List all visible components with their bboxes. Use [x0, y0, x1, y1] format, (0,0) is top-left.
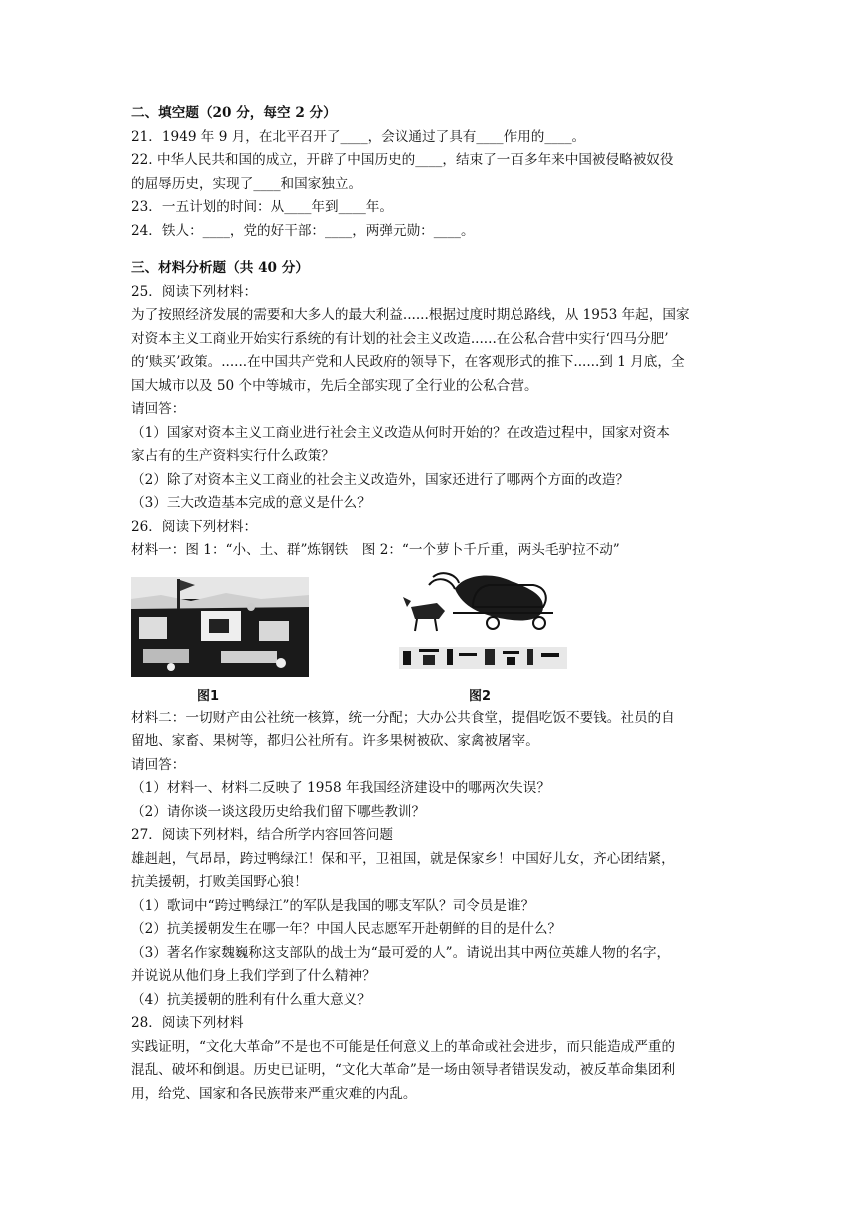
section-3-heading: 三、材料分析题（共 40 分） [131, 260, 309, 276]
question-26-material-2-line-2: 留地、家畜、果树等，都归公社所有。许多果树被砍、家禽被屠宰。 [131, 733, 539, 749]
question-26-ask: 请回答： [131, 756, 186, 773]
question-26-sub-2: （2）请你谈一谈这段历史给我们留下哪些教训？ [131, 803, 426, 820]
question-27-intro: 27．阅读下列材料，结合所学内容回答问题 [131, 827, 393, 843]
question-27-sub-4: （4）抗美援朝的胜利有什么重大意义？ [131, 991, 371, 1008]
question-25-sub-2: （2）除了对资本主义工商业的社会主义改造外，国家还进行了哪两个方面的改造？ [131, 471, 630, 488]
question-27-material-line: 抗美援朝，打败美国野心狼！ [131, 874, 308, 890]
question-27-sub-3-line-1: （3）著名作家魏巍称这支部队的战士为“最可爱的人”。请说出其中两位英雄人物的名字， [131, 944, 671, 961]
figure-row [131, 567, 731, 707]
question-27-sub-2: （2）抗美援朝发生在哪一年？中国人民志愿军开赴朝鲜的目的是什么？ [131, 921, 562, 937]
question-26-sub-1: （1）材料一、材料二反映了 1958 年我国经济建设中的哪两次失误？ [131, 780, 550, 796]
question-25-sub-1-line-2: 家占有的生产资料实行什么政策？ [131, 448, 335, 464]
radish-cart-drawing [393, 567, 573, 679]
figure-1-caption: 图1 [197, 688, 220, 704]
question-28-material-line: 实践证明，“文化大革命”不是也不可能是任何意义上的革命或社会进步，而只能造成严重的 [131, 1038, 676, 1055]
question-25-material-line: 国大城市以及 50 个中等城市，先后全部实现了全行业的公私合营。 [131, 377, 538, 394]
question-25-material-line: 的‘赎买’政策。......在中国共产党和人民政府的领导下，在客观形式的推下......到 1 月底，全 [131, 354, 685, 370]
question-25-sub-1-line-1: （1）国家对资本主义工商业进行社会主义改造从何时开始的？在改造过程中，国家对资本 [131, 424, 670, 441]
question-25-intro: 25．阅读下列材料： [131, 283, 258, 300]
question-22-line-2: 的屈辱历史，实现了____和国家独立。 [131, 175, 363, 192]
question-25-ask: 请回答： [131, 401, 186, 417]
question-26-material-2-line-1: 材料二：一切财产由公社统一核算，统一分配；大办公共食堂，提倡吃饭不要钱。社员的自 [131, 709, 675, 726]
question-28-material-line: 混乱、破坏和倒退。历史已证明，“文化大革命”是一场由领导者错误发动，被反革命集团利 [131, 1062, 676, 1078]
question-27-sub-1: （1）歌词中“跨过鸭绿江”的军队是我国的哪支军队？司令员是谁？ [131, 897, 535, 914]
question-25-material-line: 对资本主义工商业开始实行系统的有计划的社会主义改造......在公私合营中实行‘四马分肥’ [131, 330, 669, 347]
question-22-line-1: 22. 中华人民共和国的成立，开辟了中国历史的____，结束了一百多年来中国被侵略被奴役 [131, 152, 674, 168]
question-24: 24．铁人：____，党的好干部：____，两弹元勋：____。 [131, 222, 475, 239]
question-28-intro: 28．阅读下列材料 [131, 1015, 244, 1031]
question-25-material-line: 为了按照经济发展的需要和大多人的最大利益......根据过度时期总路线，从 1953 年起，国家 [131, 307, 690, 323]
question-25-sub-3: （3）三大改造基本完成的意义是什么？ [131, 495, 371, 511]
question-28-material-line: 用，给党、国家和各民族带来严重灾难的内乱。 [131, 1085, 417, 1102]
question-26-material-1: 材料一：图 1：“小、土、群”炼钢铁 图 2：“一个萝卜千斤重，两头毛驴拉不动” [131, 542, 620, 558]
figure-2-caption: 图2 [469, 688, 492, 704]
question-26-intro: 26．阅读下列材料： [131, 518, 258, 535]
question-27-material-line: 雄赳赳，气昂昂，跨过鸭绿江！保和平，卫祖国，就是保家乡！中国好儿女，齐心团结紧， [131, 850, 675, 867]
steelmaking-photo [131, 577, 309, 677]
question-23: 23．一五计划的时间：从____年到____年。 [131, 199, 393, 215]
question-27-sub-3-line-2: 并说说从他们身上我们学到了什么精神？ [131, 968, 376, 984]
section-2-heading: 二、填空题（20 分，每空 2 分） [131, 105, 337, 121]
question-21: 21．1949 年 9 月，在北平召开了____，会议通过了具有____作用的____。 [131, 128, 586, 145]
exam-page [131, 102, 731, 1106]
